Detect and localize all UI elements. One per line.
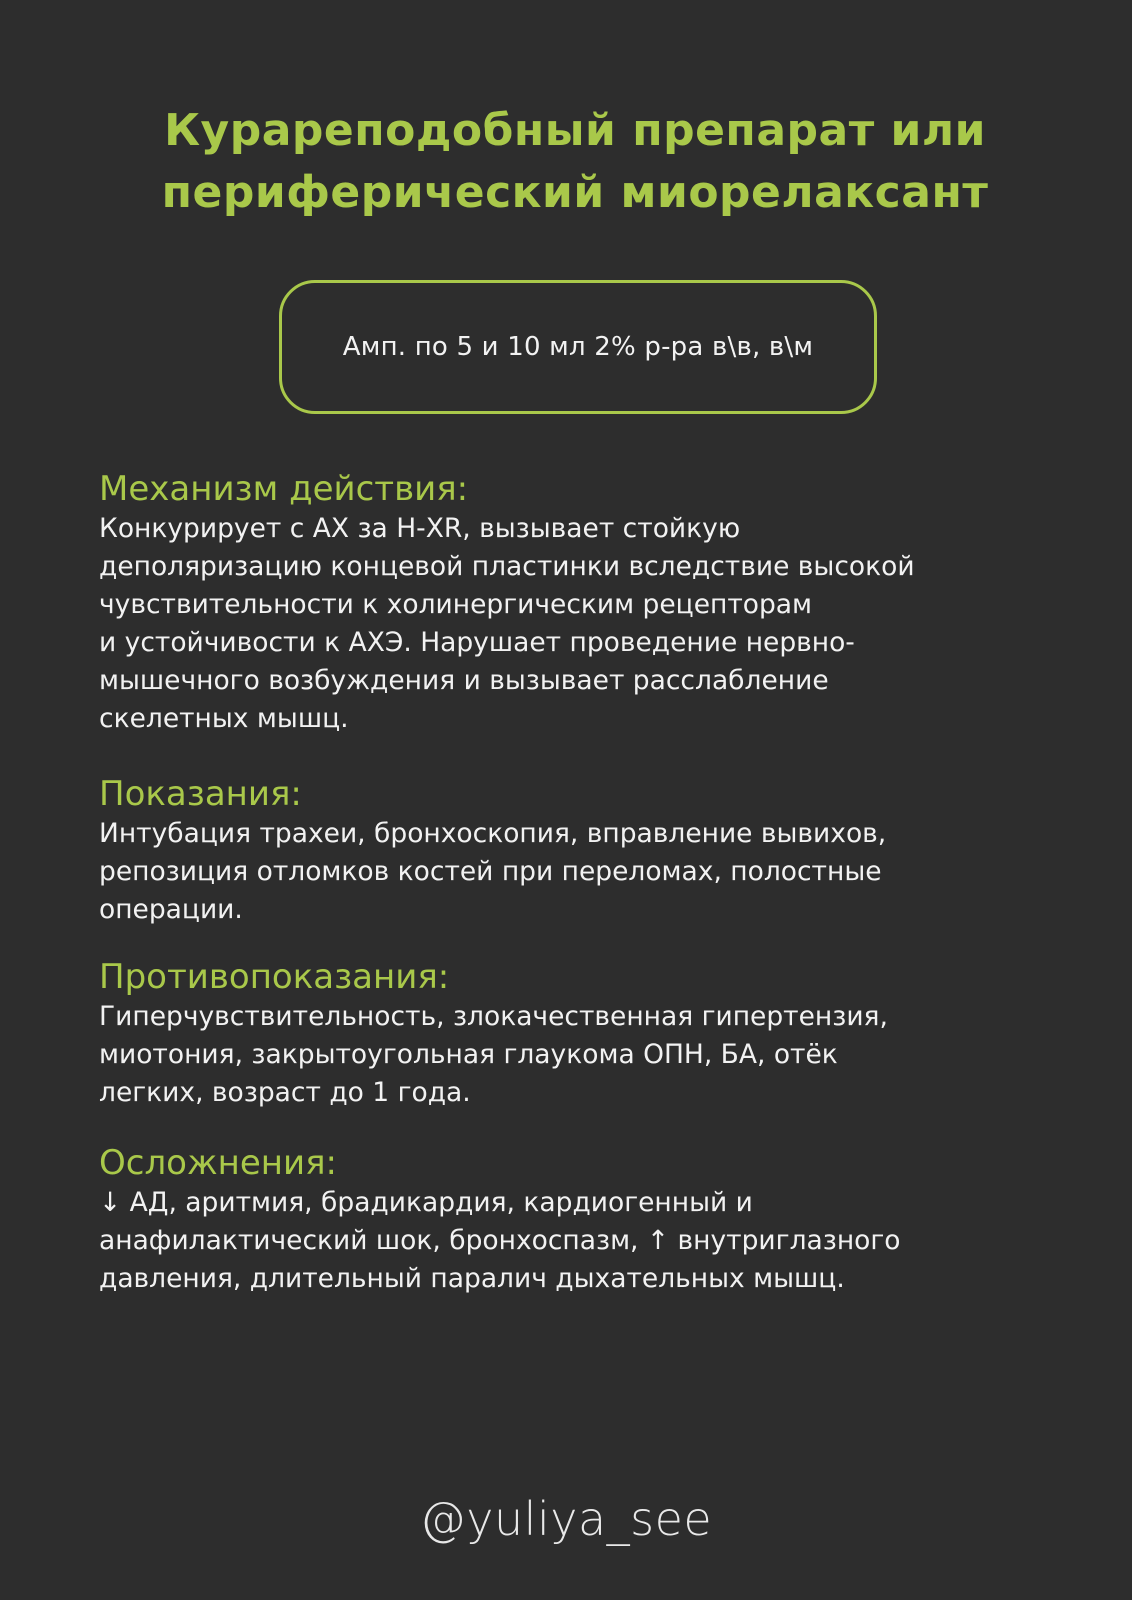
section-indications [99,773,1059,929]
dosage-box [279,280,877,414]
text-line: Гиперчувствительность, злокачественная гипертензия, [99,1001,888,1032]
text-line: анафилактический шок, бронхоспазм, ↑ внутриглазного [99,1225,901,1256]
text-line: деполяризацию концевой пластинки вследствие высокой [99,551,915,582]
section-body-complications [99,1184,1059,1298]
text-line: Интубация трахеи, бронхоскопия, вправление вывихов, [99,818,887,849]
text-line: чувствительности к холинергическим рецепторам [99,589,813,620]
section-mechanism [99,468,1059,738]
text-line: давления, длительный паралич дыхательных мышц. [99,1263,845,1294]
section-heading-indications: Показания: [99,774,302,814]
section-body-contraindications [99,998,1059,1112]
section-contraindications [99,956,1059,1112]
section-heading-complications: Осложнения: [99,1143,337,1183]
text-line: легких, возраст до 1 года. [99,1077,471,1108]
title-line-1: Курареподобный препарат или [164,105,986,156]
author-handle: @yuliya_see [419,1492,713,1546]
text-line: мышечного возбуждения и вызывает расслабление [99,665,829,696]
text-line: операции. [99,894,243,925]
section-body-indications [99,815,1059,929]
text-line: репозиция отломков костей при переломах, полостные [99,856,882,887]
dosage-text: Амп. по 5 и 10 мл 2% р-ра в\в, в\м [342,332,814,362]
text-line: скелетных мышц. [99,703,349,734]
text-line: Конкурирует с АХ за Н-ХR, вызывает стойкую [99,513,741,544]
section-body-mechanism [99,510,1059,738]
text-line: ↓ АД, аритмия, брадикардия, кардиогенный и [99,1187,753,1218]
page-title [60,100,1090,224]
section-heading-contraindications: Противопоказания: [99,957,450,997]
section-complications [99,1142,1059,1298]
text-line: миотония, закрытоугольная глаукома ОПН, БА, отёк [99,1039,838,1070]
text-line: и устойчивости к АХЭ. Нарушает проведение нервно- [99,627,855,658]
section-heading-mechanism: Механизм действия: [99,469,469,509]
title-line-2: периферический миорелаксант [161,167,989,218]
